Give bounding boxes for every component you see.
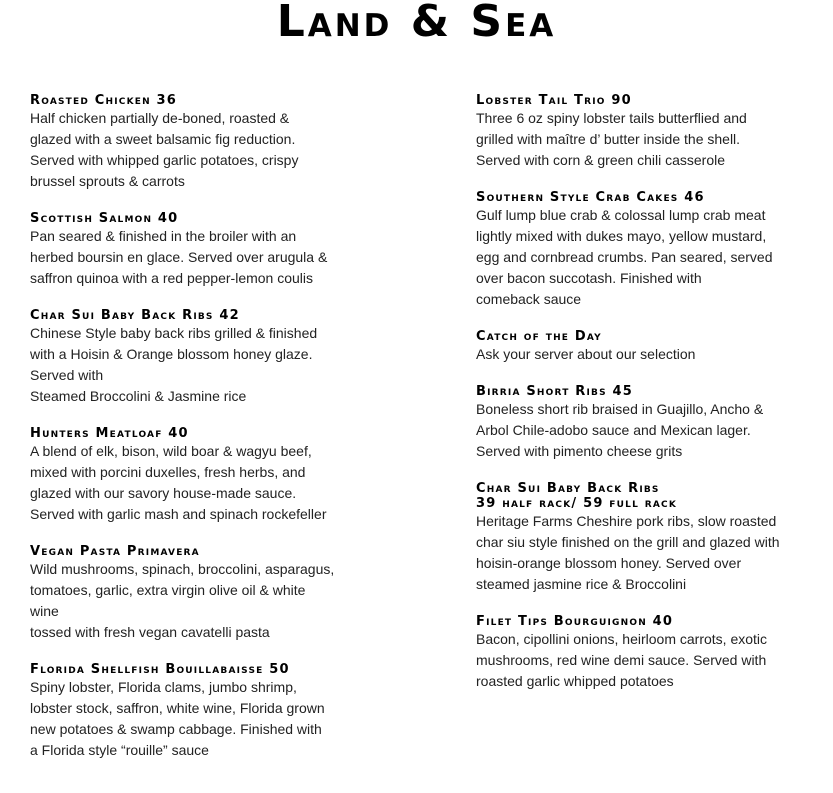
menu-item-name: Char Sui Baby Back Ribs: [476, 481, 660, 496]
right-menu-column: [476, 93, 816, 711]
menu-item-char-sui-pork-ribs: [476, 481, 816, 595]
page-title: Land & Sea: [276, 0, 557, 47]
menu-item-catch-of-the-day: [476, 329, 816, 365]
menu-item-name: Roasted Chicken 36: [30, 93, 178, 108]
menu-item-bouillabaisse: [30, 662, 360, 761]
menu-item-roasted-chicken: [30, 93, 360, 192]
menu-item-name: Catch of the Day: [476, 329, 602, 344]
menu-item-description: Three 6 oz spiny lobster tails butterflied and grilled with maître d’ butter inside the shell. Served with corn & green chili casserole: [476, 110, 747, 168]
menu-item-price-line: 39 half rack/ 59 full rack: [476, 496, 678, 511]
menu-item-hunters-meatloaf: [30, 426, 360, 525]
menu-item-birria-short-ribs: [476, 384, 816, 462]
menu-item-name: Southern Style Crab Cakes 46: [476, 190, 705, 205]
menu-item-char-sui-ribs: [30, 308, 360, 407]
menu-item-lobster-tail-trio: [476, 93, 816, 171]
left-menu-column: [30, 93, 360, 780]
menu-item-name: Vegan Pasta Primavera: [30, 544, 200, 559]
menu-item-name: Filet Tips Bourguignon 40: [476, 614, 674, 629]
menu-item-filet-tips: [476, 614, 816, 692]
menu-item-description: Pan seared & finished in the broiler with an herbed boursin en glace. Served over arugula & saffron quinoa with a red pepper-lemon coulis: [30, 228, 328, 286]
menu-item-name: Birria Short Ribs 45: [476, 384, 634, 399]
menu-item-description: Gulf lump blue crab & colossal lump crab meat lightly mixed with dukes mayo, yellow mustard, egg and cornbread crumbs. Pan seared, served over bacon succotash. Finished with comeback sauce: [476, 207, 773, 307]
menu-item-description: Heritage Farms Cheshire pork ribs, slow roasted char siu style finished on the grill and glazed with hoisin-orange blossom honey. Served over steamed jasmine rice & Broccolini: [476, 513, 780, 592]
menu-item-description: Chinese Style baby back ribs grilled & finished with a Hoisin & Orange blossom honey glaze. Served with Steamed Broccolini & Jasmine rice: [30, 325, 318, 404]
menu-item-description: A blend of elk, bison, wild boar & wagyu beef, mixed with porcini duxelles, fresh herbs, and glazed with our savory house-made sauce. Served with garlic mash and spinach rockefeller: [30, 443, 327, 522]
menu-item-description: Boneless short rib braised in Guajillo, Ancho & Arbol Chile-adobo sauce and Mexican lager. Served with pimento cheese grits: [476, 401, 764, 459]
menu-item-description: Bacon, cipollini onions, heirloom carrots, exotic mushrooms, red wine demi sauce. Served with roasted garlic whipped potatoes: [476, 631, 768, 689]
menu-item-name: Lobster Tail Trio 90: [476, 93, 632, 108]
menu-item-scottish-salmon: [30, 211, 360, 289]
menu-item-description: Wild mushrooms, spinach, broccolini, asparagus, tomatoes, garlic, extra virgin olive oil & white wine tossed with fresh vegan cavatelli pasta: [30, 561, 335, 640]
menu-item-vegan-pasta: [30, 544, 360, 643]
menu-item-name: Florida Shellfish Bouillabaisse 50: [30, 662, 290, 677]
menu-item-description: Half chicken partially de-boned, roasted & glazed with a sweet balsamic fig reduction. Served with whipped garlic potatoes, crispy brussel sprouts & carrots: [30, 110, 299, 189]
menu-item-name: Hunters Meatloaf 40: [30, 426, 189, 441]
menu-item-name: Char Sui Baby Back Ribs 42: [30, 308, 240, 323]
menu-item-description: Spiny lobster, Florida clams, jumbo shrimp, lobster stock, saffron, white wine, Florida grown new potatoes & swamp cabbage. Finished with a Florida style “rouille” sauce: [30, 679, 325, 758]
menu-item-name: Scottish Salmon 40: [30, 211, 179, 226]
menu-item-description: Ask your server about our selection: [476, 346, 696, 362]
menu-item-crab-cakes: [476, 190, 816, 310]
